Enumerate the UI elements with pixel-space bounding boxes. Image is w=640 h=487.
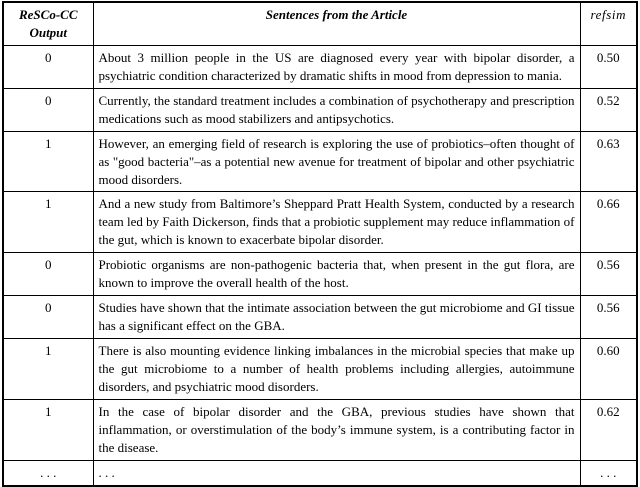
rescocc-output-cell: 1 bbox=[3, 339, 93, 400]
table-row bbox=[3, 460, 637, 485]
refsim-cell: 0.62 bbox=[580, 399, 637, 460]
table-row bbox=[3, 192, 637, 253]
sentence-cell: However, an emerging field of research is exploring the use of probiotics–often thought of as "good bacteria"–as a potential new avenue for treatment of bipolar and other psychiatric mood disorders. bbox=[93, 131, 580, 192]
refsim-cell: 0.56 bbox=[580, 253, 637, 296]
refsim-cell: 0.63 bbox=[580, 131, 637, 192]
rescocc-output-cell: 0 bbox=[3, 45, 93, 88]
sentence-cell: Probiotic organisms are non-pathogenic bacteria that, when present in the gut flora, are known to improve the overall health of the host. bbox=[93, 253, 580, 296]
table-row bbox=[3, 339, 637, 400]
header-row bbox=[3, 2, 637, 45]
sentence-cell: . . . bbox=[93, 460, 580, 485]
refsim-cell: 0.56 bbox=[580, 296, 637, 339]
col-header-rescocc-line1: ReSCo-CC bbox=[18, 7, 78, 22]
refsim-cell: 0.50 bbox=[580, 45, 637, 88]
sentence-cell: About 3 million people in the US are diagnosed every year with bipolar disorder, a psychiatric condition characterized by dramatic shifts in mood from depression to mania. bbox=[93, 45, 580, 88]
refsim-cell: . . . bbox=[580, 460, 637, 485]
table-row bbox=[3, 399, 637, 460]
col-header-sentences: Sentences from the Article bbox=[93, 2, 580, 45]
refsim-cell: 0.60 bbox=[580, 339, 637, 400]
rescocc-output-cell: 1 bbox=[3, 192, 93, 253]
sentence-cell: Studies have shown that the intimate association between the gut microbiome and GI tissue has a significant effect on the GBA. bbox=[93, 296, 580, 339]
results-table bbox=[2, 1, 638, 487]
table-row bbox=[3, 88, 637, 131]
rescocc-output-cell: 1 bbox=[3, 131, 93, 192]
sentence-cell: There is also mounting evidence linking imbalances in the microbial species that make up the gut microbiome to a number of health problems including allergies, autoimmune disorders, and psychiatric mood disorders. bbox=[93, 339, 580, 400]
sentence-cell: In the case of bipolar disorder and the GBA, previous studies have shown that inflammation, or overstimulation of the body’s immune system, is a contributing factor in the disease. bbox=[93, 399, 580, 460]
refsim-cell: 0.52 bbox=[580, 88, 637, 131]
table-row bbox=[3, 296, 637, 339]
table-row bbox=[3, 253, 637, 296]
sentence-cell: Currently, the standard treatment includes a combination of psychotherapy and prescription medications such as mood stabilizers and antipsychotics. bbox=[93, 88, 580, 131]
rescocc-output-cell: 0 bbox=[3, 253, 93, 296]
refsim-cell: 0.66 bbox=[580, 192, 637, 253]
rescocc-output-cell: 1 bbox=[3, 399, 93, 460]
table-body bbox=[3, 45, 637, 485]
rescocc-output-cell: 0 bbox=[3, 88, 93, 131]
rescocc-output-cell: 0 bbox=[3, 296, 93, 339]
col-header-refsim: refsim bbox=[580, 2, 637, 45]
col-header-rescocc-output bbox=[3, 2, 93, 45]
rescocc-output-cell: . . . bbox=[3, 460, 93, 485]
table-row bbox=[3, 131, 637, 192]
sentence-cell: And a new study from Baltimore’s Sheppard Pratt Health System, conducted by a research team led by Faith Dickerson, finds that a probiotic supplement may reduce inflammation of the gut, which is known to exacerbate bipolar disorder. bbox=[93, 192, 580, 253]
table-row bbox=[3, 45, 637, 88]
col-header-rescocc-line2: Output bbox=[29, 24, 68, 40]
